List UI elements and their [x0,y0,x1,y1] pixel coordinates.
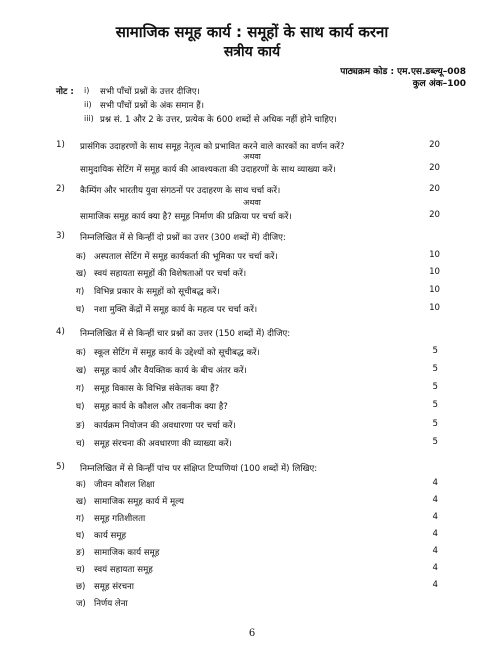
or-separator: अथवा [243,198,261,207]
subquestion-marks: 4 [432,512,438,522]
subquestion-text: नशा मुक्ति केंद्रों में समूह कार्य के महत्व पर चर्चा करें। [94,305,258,315]
subquestion-marks: 4 [432,478,438,488]
subquestion-label: ख) [76,366,87,376]
subquestion-label: ङ) [76,421,85,431]
subquestion-text: सामाजिक कार्य समूह [94,548,160,558]
question-intro: निम्नलिखित में से किन्हीं चार प्रश्नों का उत्तर (150 शब्दों में) दीजिए: [80,329,291,339]
question-marks: 20 [429,140,440,150]
subquestion-label: ग) [76,384,85,394]
question-number: 5) [56,462,65,472]
subquestion-label: ग) [76,514,85,524]
question-marks: 20 [429,184,440,194]
subquestion-label: क) [76,252,86,262]
subquestion-label: ङ) [76,548,85,558]
note-item-num: i) [84,86,90,95]
question-marks: 20 [429,163,440,173]
note-item-num: ii) [84,100,92,109]
subquestion-label: छ) [76,582,86,592]
question-text: कैम्पिंग और भारतीय युवा संगठनों पर उदाहरण के साथ चर्चा करें। [80,186,281,196]
note-item-text: प्रश्न सं. 1 और 2 के उत्तर, प्रत्येक के 600 शब्दों से अधिक नहीं होने चाहिए। [100,115,337,125]
subquestion-marks: 5 [432,364,438,374]
subquestion-label: घ) [76,531,85,541]
subquestion-marks: 5 [432,419,438,429]
subquestion-text: समूह कार्य के कौशल और तकनीक क्या है? [94,402,228,412]
subquestion-label: ज) [76,599,86,609]
subquestion-marks: 10 [429,250,440,260]
subquestion-marks: 10 [429,285,440,295]
subquestion-text: स्कूल सेटिंग में समूह कार्य के उद्देश्यों को सूचीबद्ध करें। [94,348,260,358]
question-text: सामाजिक समूह कार्य क्या है? समूह निर्माण की प्रक्रिया पर चर्चा करें। [80,212,292,222]
subquestion-marks: 5 [432,400,438,410]
subquestion-marks: 4 [432,529,438,539]
page-title: सामाजिक समूह कार्य : समूहों के साथ कार्य करना [115,23,389,41]
subquestion-label: घ) [76,402,85,412]
subquestion-label: ख) [76,269,87,279]
subquestion-text: समूह संरचना की अवधारणा की व्याख्या करें। [94,439,232,449]
subquestion-marks: 5 [432,437,438,447]
total-marks: कुल अंक–100 [412,79,466,89]
subquestion-label: क) [76,480,86,490]
question-number: 1) [56,140,65,150]
subquestion-label: ग) [76,287,85,297]
subquestion-text: समूह गतिशीलता [94,514,146,524]
subquestion-marks: 10 [429,303,440,313]
subquestion-text: समूह संरचना [94,582,135,592]
subquestion-label: ख) [76,497,87,507]
subquestion-marks: 5 [432,382,438,392]
subquestion-marks: 5 [432,346,438,356]
question-number: 3) [56,231,65,241]
subquestion-text: समूह कार्य और वैयक्तिक कार्य के बीच अंतर करें। [94,366,247,376]
question-marks: 20 [429,210,440,220]
question-number: 2) [56,184,65,194]
subquestion-text: कार्य समूह [94,531,127,541]
question-intro: निम्नलिखित में से किन्हीं दो प्रश्नों का उत्तर (300 शब्दों में) दीजिए: [80,233,286,243]
subquestion-text: स्वयं सहायता समूहों की विशेषताओं पर चर्चा करें। [94,269,247,279]
note-item-text: सभी पाँचों प्रश्नों के अंक समान हैं। [100,101,204,111]
subquestion-marks: 10 [429,267,440,277]
subquestion-label: क) [76,348,86,358]
page-number: 6 [248,628,256,639]
question-text: प्रासंगिक उदाहरणों के साथ समूह नेतृत्व को प्रभावित करने वाले कारकों का वर्णन करें? [80,142,345,152]
subquestion-label: च) [76,565,85,575]
subquestion-text: समूह विकास के विभिन्न संकेतक क्या हैं? [94,384,220,394]
note-label: नोट : [56,87,74,97]
subquestion-marks: 4 [432,546,438,556]
subquestion-text: निर्णय लेना [94,599,128,609]
question-text: सामुदायिक सेटिंग में समूह कार्य की आवश्यकता की उदाहरणों के साथ व्याख्या करें। [80,165,336,175]
subquestion-text: सामाजिक समूह कार्य में मूल्य [94,497,185,507]
note-item-text: सभी पाँचों प्रश्नों के उत्तर दीजिए। [100,87,200,97]
subquestion-marks: 4 [432,495,438,505]
subquestion-marks: 4 [432,580,438,590]
question-number: 4) [56,327,65,337]
subquestion-text: जीवन कौशल शिक्षा [94,480,155,490]
question-intro: निम्नलिखित में से किन्हीं पांच पर संक्षिप्त टिप्पणियां (100 शब्दों में) लिखिए: [80,464,318,474]
note-item-num: iii) [84,114,94,123]
subquestion-label: घ) [76,305,85,315]
course-code: पाठ्यक्रम कोड : एम.एस.डब्ल्यू–008 [340,67,466,77]
subquestion-text: अस्पताल सेटिंग में समूह कार्यकर्ता की भूमिका पर चर्चा करें। [94,252,278,262]
page-subtitle: सत्रीय कार्य [223,44,281,60]
subquestion-label: च) [76,439,85,449]
subquestion-marks: 4 [432,563,438,573]
or-separator: अथवा [243,152,261,161]
subquestion-text: विभिन्न प्रकार के समूहों को सूचीबद्ध करें। [94,287,220,297]
subquestion-text: कार्यक्रम नियोजन की अवधारणा पर चर्चा करें। [94,421,236,431]
subquestion-text: स्वयं सहायता समूह [94,565,153,575]
